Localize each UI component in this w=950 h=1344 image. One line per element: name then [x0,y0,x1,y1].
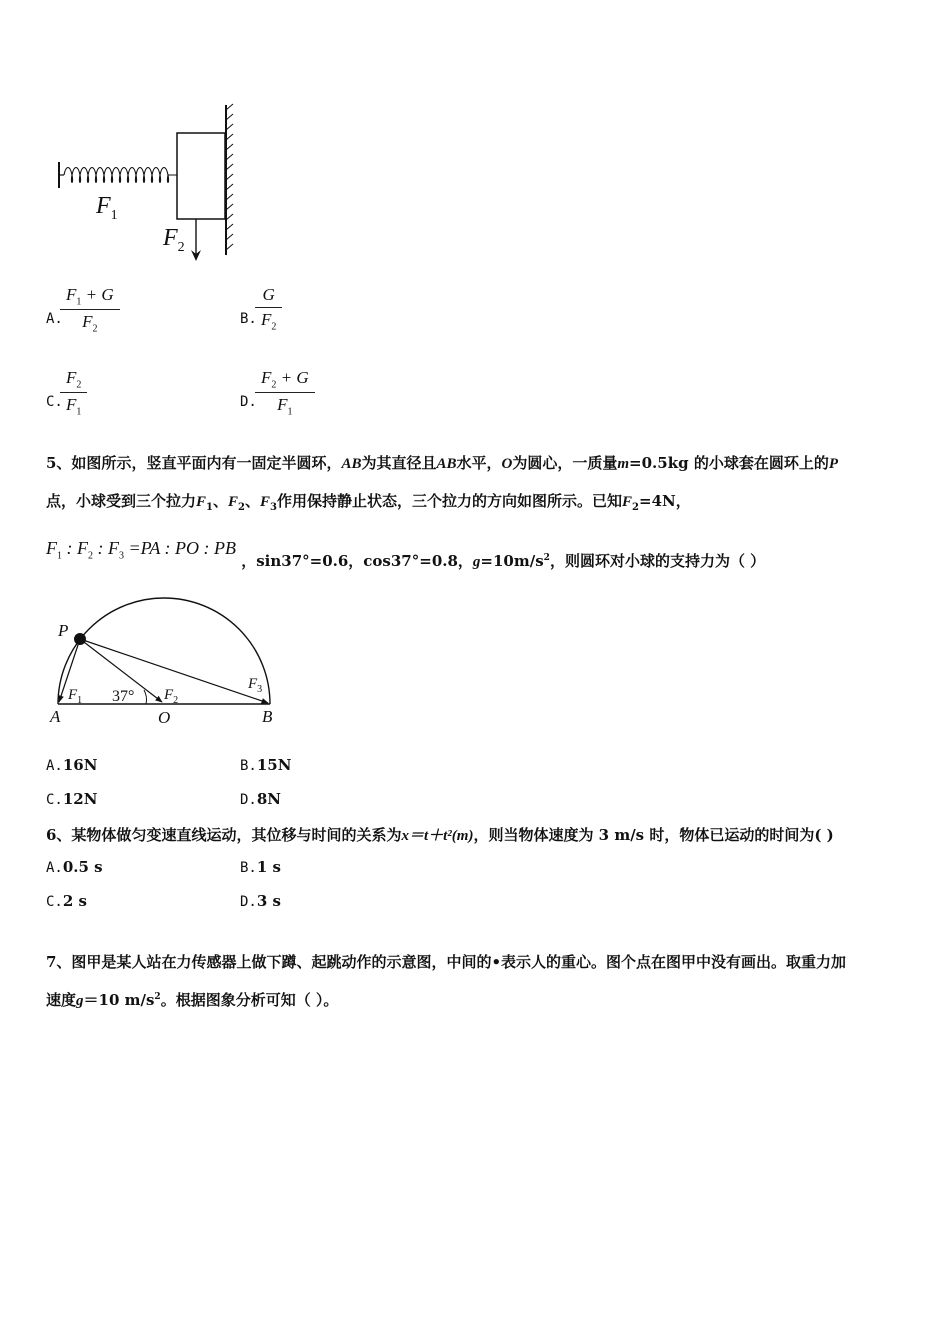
q6-option-c[interactable]: C.2 s [46,892,87,910]
spring-block-figure [50,100,250,265]
q5-option-a[interactable]: A.16N [46,756,98,774]
label-f1: $F_1$ [68,687,83,706]
semicircle-figure [48,592,288,732]
label-o: O [158,708,171,727]
q4-option-c-fraction: $\frac{F_2}{F_1}$ [60,368,87,418]
q6-option-a[interactable]: A.0.5 s [46,858,103,876]
q7-stem-line1: 7、图甲是某人站在力传感器上做下蹲、起跳动作的示意图，中间的•表示人的重心。图个点在图甲中没有画出。取重力加 [46,953,847,971]
force-f3 [80,639,268,703]
label-f3: $F_3$ [248,676,263,695]
q5-stem-line2: 点，小球受到三个拉力$F_1$、$F_2$、$F_3$作用保持静止状态，三个拉力的方向如图所示。已知$F_2=4N$， [46,492,691,513]
label-f2: $F_2$ [163,225,185,255]
ball-p [74,633,86,645]
label-angle: 37° [112,688,135,705]
label-f2: $F_2$ [164,687,179,706]
q5-stem-line1: 5、如图所示，竖直平面内有一固定半圆环，AB为其直径且AB水平，O为圆心，一质量m=0.5kg 的小球套在圆环上的P [46,454,838,472]
q4-option-d-letter[interactable]: D. [240,394,257,410]
q7-stem-line2: 速度g＝10 $m/s^2$。根据图象分析可知（ ）。 [46,991,339,1009]
q4-option-b-letter[interactable]: B. [240,311,257,327]
q5-option-d[interactable]: D.8N [240,790,282,808]
q4-option-b-fraction: $\frac{G}{F_2}$ [255,285,282,332]
q4-option-a-fraction: $\frac{F_1 + G}{F_2}$ [60,285,120,335]
q6-option-d[interactable]: D.3 s [240,892,281,910]
q6-stem: 6、某物体做匀变速直线运动，其位移与时间的关系为x＝t＋t²(m)，则当物体速度为 3 m/s 时，物体已运动的时间为( ) [46,826,834,844]
q5-option-b[interactable]: B.15N [240,756,292,774]
label-b: B [262,707,273,726]
q4-option-c-letter[interactable]: C. [46,394,63,410]
q4-option-d-fraction: $\frac{F_2 + G}{F_1}$ [255,368,315,418]
angle-arc [144,690,146,704]
q6-option-b[interactable]: B.1 s [240,858,281,876]
label-f1: $F_1$ [96,193,118,223]
q5-stem-line3: $F_1$ : $F_2$ : $F_3 =PA$ : PO : PB ，sin37°=0.6，cos37°=0.8，$g=10m/s^2$，则圆环对小球的支持力为（ ） [46,538,766,570]
q4-option-a-letter[interactable]: A. [46,311,63,327]
q5-ratio-formula: $F_1$ : $F_2$ : $F_3 =PA$ : PO : PB [46,538,236,562]
block [177,133,225,219]
spring [64,168,177,183]
q5-option-c[interactable]: C.12N [46,790,98,808]
label-a: A [50,707,61,726]
label-p: P [58,621,69,640]
